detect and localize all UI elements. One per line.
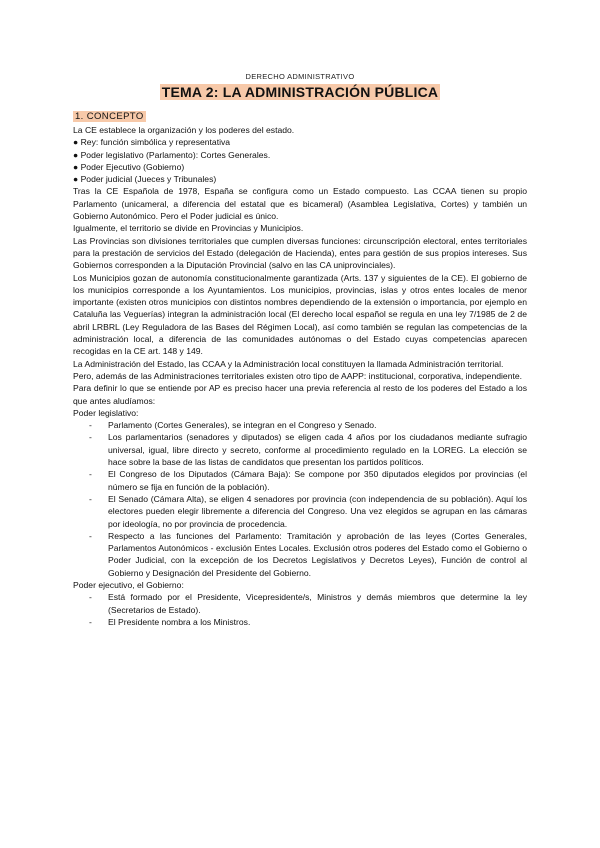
page-title — [73, 84, 527, 100]
subject-label: DERECHO ADMINISTRATIVO — [245, 72, 355, 81]
paragraph-otras-aapp: Pero, además de las Administraciones territoriales existen otro tipo de AAPP: institucional, corporativa, independiente. — [73, 370, 523, 381]
section-heading-concepto: 1. CONCEPTO — [75, 111, 144, 122]
ejecutivo-heading: Poder ejecutivo, el Gobierno: — [73, 579, 184, 590]
list-item: - El Congreso de los Diputados (Cámara Baja): Se compone por 350 diputados elegidos por provincias (el número se fija en función de la población). — [89, 469, 527, 492]
dash-marker: - — [89, 592, 92, 603]
title-text: TEMA 2: LA ADMINISTRACIÓN PÚBLICA — [161, 84, 439, 100]
list-item: - Parlamento (Cortes Generales), se integran en el Congreso y Senado. — [89, 420, 377, 431]
dash-marker: - — [89, 469, 92, 480]
legislativo-list — [73, 419, 527, 579]
paragraph-definir-ap: Para definir lo que se entiende por AP es preciso hacer una previa referencia al resto de los poderes del Estado a los que antes aludíamos: — [73, 383, 527, 406]
dash-marker: - — [89, 530, 92, 541]
dash-marker: - — [89, 493, 92, 504]
list-item: - Respecto a las funciones del Parlamento: Tramitación y aprobación de las leyes (Cortes Generales, Parlamentos Autonómicos - exclusión Entes Locales. Exclusión otros poderes del Estado como el Gobierno o Poder Judicial, con la excepción de los Decretos Legislativos y Decretos Leyes), Función de control al Gobierno y Designación del Presidente del Gobierno. — [89, 530, 527, 578]
ejecutivo-list — [73, 591, 527, 628]
paragraph-admin-territorial: La Administración del Estado, las CCAA y la Administración local constituyen la llamada Administración territorial. — [73, 358, 504, 369]
dash-marker: - — [89, 432, 92, 443]
list-item: - Está formado por el Presidente, Vicepresidente/s, Ministros y demás miembros que determine la ley (Secretarios de Estado). — [89, 592, 527, 615]
paragraph-estado-compuesto: Tras la CE Española de 1978, España se configura como un Estado compuesto. Las CCAA tienen su propio Parlamento (unicameral, a diferencia del estatal que es bicameral) (Asamblea Legislativa, Cortes) y también un Gobierno Autonómico. Pero el Poder judicial es único. — [73, 186, 527, 222]
legislativo-heading: Poder legislativo: — [73, 407, 139, 418]
bullet-rey: ● Rey: función simbólica y representativa — [73, 137, 231, 148]
intro-paragraph: La CE establece la organización y los poderes del estado. — [73, 125, 295, 135]
paragraph-municipios: Los Municipios gozan de autonomía constitucionalmente garantizada (Arts. 137 y siguientes de la CE). El gobierno de los municipios corresponde a los Ayuntamientos. Los municipios, provincias, islas y otros entes locales de menor importante (existen otros municipios con distintos nombres dependiendo de la extensión o importancia, por ejemplo en Cataluña las Veguerías) integran la administración local (El derecho local español se regula en una ley 7/1985 de 2 de abril LRBRL (Ley Reguladora de las Bases del Régimen Local), así como también se regulan las competencias de la administración local, a diferencia de las comunidades autónomas o del Estado cuyas competencias aparecen recogidas en la CE art. 148 y 149. — [73, 272, 527, 357]
paragraph-provincias: Las Provincias son divisiones territoriales que cumplen diversas funciones: circunscripción electoral, entes territoriales para la prestación de servicios del Estado (delegación de Hacienda), entes para gestión de sus propios intereses. Sus Gobiernos corresponden a la Diputación Provincial (salvo en las CA uniprovinciales). — [73, 235, 527, 271]
list-item: - Los parlamentarios (senadores y diputados) se eligen cada 4 años por los ciudadanos mediante sufragio universal, igual, libre directo y secreto, conforme al procedimiento regulado en la LOREG. La elección se hace sobre la base de las listas de candidatos que presentan los partidos políticos. — [89, 432, 527, 468]
dash-marker: - — [89, 420, 92, 431]
list-item: - El Presidente nombra a los Ministros. — [89, 616, 251, 627]
list-item: - El Senado (Cámara Alta), se eligen 4 senadores por provincia (con independencia de su población). Aquí los electores pueden elegir libremente a diferencia del Congreso. Una vez elegidos se agrupan en las cámaras por ideología, no por provincia de procedencia. — [89, 493, 527, 529]
bullet-ejecutivo: ● Poder Ejecutivo (Gobierno) — [73, 161, 185, 172]
paragraph-territorio: Igualmente, el territorio se divide en Provincias y Municipios. — [73, 223, 304, 234]
bullet-legislativo: ● Poder legislativo (Parlamento): Cortes Generales. — [73, 149, 271, 160]
bullet-judicial: ● Poder judicial (Jueces y Tribunales) — [73, 174, 217, 185]
dash-marker: - — [89, 616, 92, 627]
